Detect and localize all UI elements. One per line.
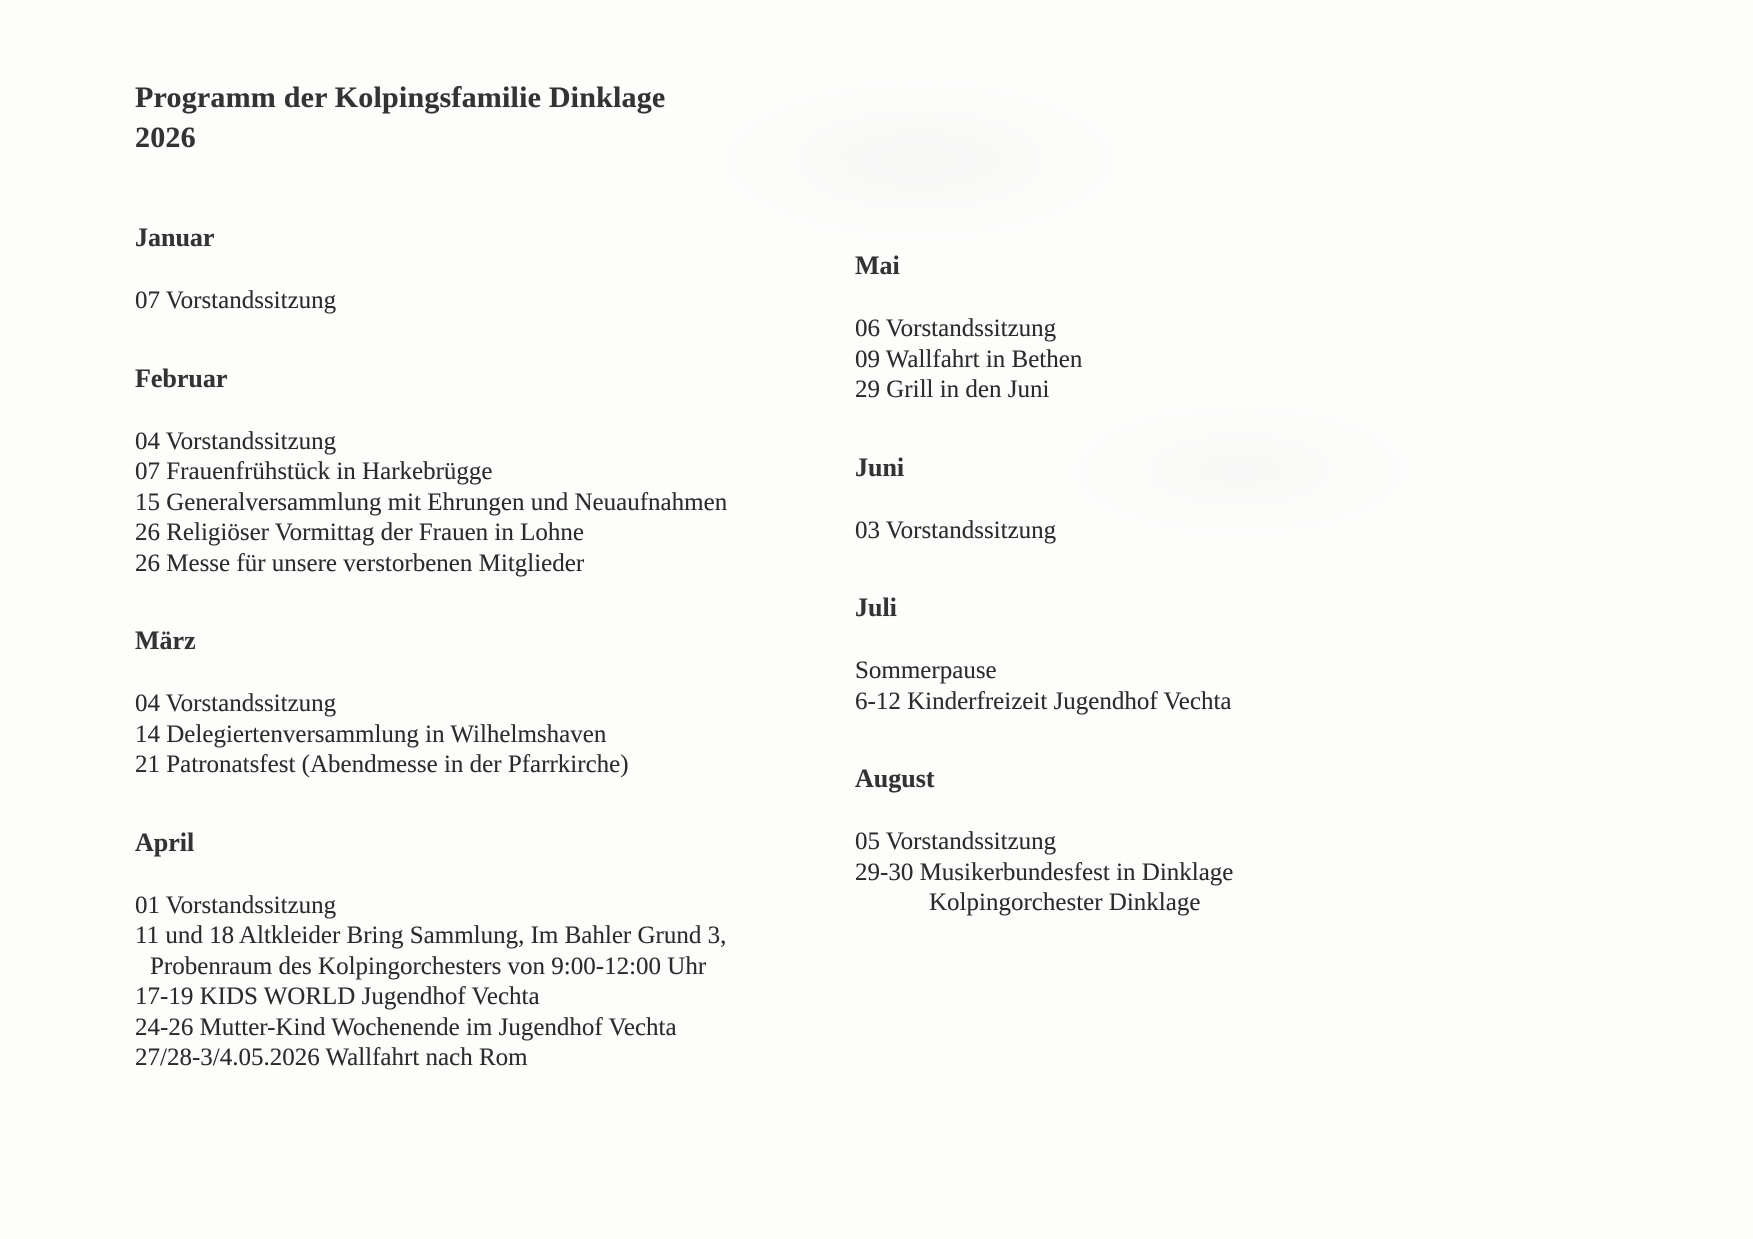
month-heading-maerz: März bbox=[135, 626, 196, 655]
section-juli bbox=[855, 592, 1515, 717]
month-heading-januar: Januar bbox=[135, 223, 215, 252]
event-line: 09 Wallfahrt in Bethen bbox=[855, 345, 1083, 373]
month-heading-juni: Juni bbox=[855, 452, 905, 482]
section-januar bbox=[135, 222, 825, 317]
right-column bbox=[855, 250, 1515, 919]
event-line: 04 Vorstandssitzung bbox=[135, 427, 337, 455]
event-line: 26 Messe für unsere verstorbenen Mitglieder bbox=[135, 549, 585, 577]
event-line: 07 Frauenfrühstück in Harkebrügge bbox=[135, 458, 493, 485]
section-februar bbox=[135, 363, 825, 580]
event-line: 03 Vorstandssitzung bbox=[855, 516, 1057, 544]
section-mai bbox=[855, 250, 1515, 406]
event-line: 07 Vorstandssitzung bbox=[135, 287, 337, 314]
event-line: 05 Vorstandssitzung bbox=[855, 828, 1057, 855]
event-line: 06 Vorstandssitzung bbox=[855, 315, 1057, 342]
event-line-continuation: Probenraum des Kolpingorchesters von 9:00-12:00 Uhr bbox=[150, 952, 707, 980]
month-heading-juli: Juli bbox=[855, 593, 897, 622]
month-heading-februar: Februar bbox=[135, 363, 228, 393]
event-line: Sommerpause bbox=[855, 657, 997, 684]
event-line: 29 Grill in den Juni bbox=[855, 376, 1050, 403]
event-line: 24-26 Mutter-Kind Wochenende im Jugendhof Vechta bbox=[135, 1013, 677, 1041]
section-juni bbox=[855, 452, 1515, 547]
event-line: 17-19 KIDS WORLD Jugendhof Vechta bbox=[135, 983, 540, 1010]
event-line-continuation: Kolpingorchester Dinklage bbox=[929, 889, 1201, 916]
event-line: 14 Delegiertenversammlung in Wilhelmshaven bbox=[135, 720, 607, 748]
event-line: 21 Patronatsfest (Abendmesse in der Pfarrkirche) bbox=[135, 751, 629, 778]
event-line: 6-12 Kinderfreizeit Jugendhof Vechta bbox=[855, 687, 1232, 715]
event-line: 29-30 Musikerbundesfest in Dinklage bbox=[855, 858, 1234, 886]
month-heading-august: August bbox=[855, 764, 935, 793]
event-line: 01 Vorstandssitzung bbox=[135, 891, 337, 919]
event-line: 26 Religiöser Vormittag der Frauen in Lohne bbox=[135, 519, 584, 546]
section-maerz bbox=[135, 625, 825, 781]
event-line: 11 und 18 Altkleider Bring Sammlung, Im Bahler Grund 3, bbox=[135, 922, 727, 949]
event-line: 15 Generalversammlung mit Ehrungen und Neuaufnahmen bbox=[135, 488, 728, 516]
event-line: 04 Vorstandssitzung bbox=[135, 690, 337, 717]
page-title bbox=[135, 78, 825, 158]
section-april bbox=[135, 827, 825, 1074]
month-heading-mai: Mai bbox=[855, 251, 900, 280]
left-column bbox=[135, 78, 825, 1074]
page-title-line1: Programm der Kolpingsfamilie Dinklage bbox=[135, 81, 666, 114]
section-august bbox=[855, 763, 1515, 919]
event-line: 27/28-3/4.05.2026 Wallfahrt nach Rom bbox=[135, 1044, 528, 1071]
month-heading-april: April bbox=[135, 827, 195, 857]
page-title-line2: 2026 bbox=[135, 121, 196, 154]
